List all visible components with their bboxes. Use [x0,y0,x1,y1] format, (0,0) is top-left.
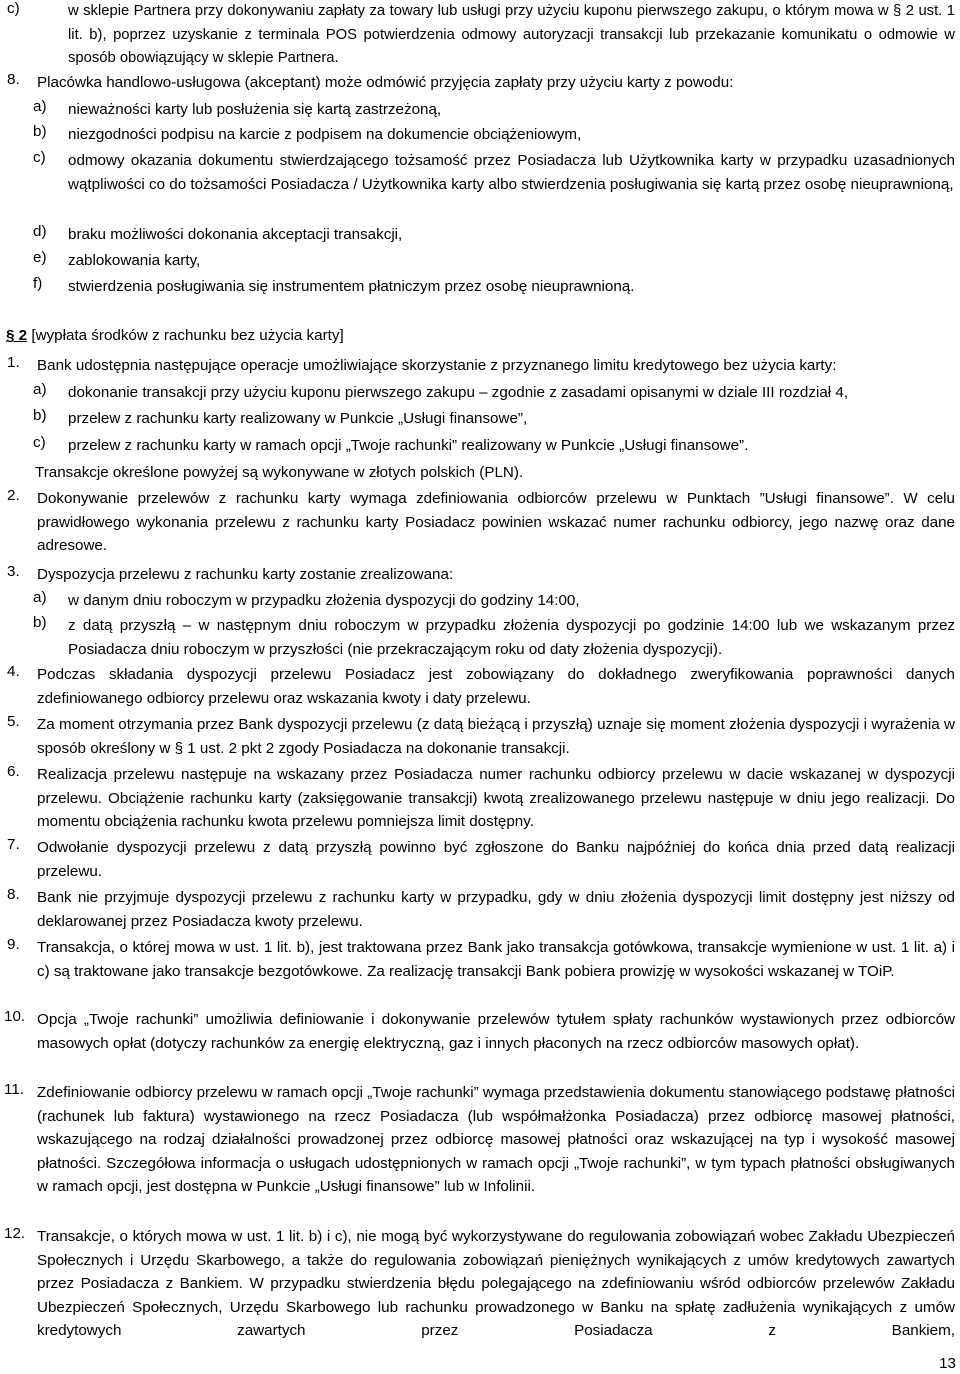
item-marker: b) [33,407,47,424]
item-text: przelew z rachunku karty realizowany w Punkcie „Usługi finansowe”, [68,410,528,427]
item-text: braku możliwości dokonania akceptacji transakcji, [68,226,403,243]
point-text: Placówka handlowo-usługowa (akceptant) może odmówić przyjęcia zapłaty przy użyciu karty z powodu: [37,74,734,91]
point-marker: 9. [7,936,20,953]
point-text: Bank udostępnia następujące operacje umożliwiające skorzystanie z przyznanego limitu kredytowego bez użycia karty: [37,357,837,374]
intro-item-c [0,0,960,71]
point-text: Dyspozycja przelewu z rachunku karty zostanie zrealizowana: [37,566,454,583]
item-marker: a) [33,589,47,606]
item-text: w danym dniu roboczym w przypadku złożenia dyspozycji do godziny 14:00, [68,592,580,609]
page-number: 13 [939,1355,956,1372]
item-marker: c) [33,434,46,451]
item-text: zablokowania karty, [68,252,201,269]
item-marker: b) [33,123,47,140]
item-marker: b) [33,614,47,631]
item-text: stwierdzenia posługiwania się instrumentem płatniczym przez osobę nieuprawnioną. [68,278,635,295]
point-text: Odwołanie dyspozycji przelewu z datą przyszłą powinno być zgłoszone do Banku najpóźniej do końca dnia przed datą realizacji przelewu. [37,839,955,880]
point-text: Dokonywanie przelewów z rachunku karty wymaga zdefiniowania odbiorców przelewu w Punktach ”Usługi finansowe”. W celu prawidłowego wykonania przelewu z rachunku karty Posiadacz powinien wskazać numer rachunku odbiorcy, jego nazwę oraz dane adresowe. [37,490,955,555]
point-marker: 7. [7,836,20,853]
point-text: Opcja „Twoje rachunki” umożliwia definiowanie i dokonywanie przelewów tytułem spłaty rachunków wystawionych przez odbiorców masowych opłat (dotyczy rachunków za energię elektryczną, gaz i innych płaconych na rzecz odbiorców masowych opłat). [37,1011,955,1052]
section-number: § 2 [6,327,28,344]
point-marker: 6. [7,763,20,780]
point-marker: 3. [7,563,20,580]
point-marker: 12. [4,1225,26,1242]
point-text: Bank nie przyjmuje dyspozycji przelewu z rachunku karty w przypadku, gdy w dniu złożenia dyspozycji limit dostępny jest niższy od deklarowanej przez Posiadacza kwoty przelewu. [37,889,955,930]
point-marker: 10. [4,1008,26,1025]
item-marker: c) [33,149,46,166]
item-marker: f) [33,275,43,292]
note-text: Transakcje określone powyżej są wykonywane w złotych polskich (PLN). [35,464,524,481]
section-title: [wypłata środków z rachunku bez użycia karty] [31,327,344,344]
item-text: nieważności karty lub posłużenia się kartą zastrzeżoną, [68,101,442,118]
point-text: Zdefiniowanie odbiorcy przelewu w ramach opcji „Twoje rachunki” wymaga przedstawienia dokumentu stanowiącego podstawę płatności (rachunek lub faktura) wystawionego na rzecz Posiadacza (lub współmałżonka Posiadacza) przez odbiorcę masowej płatności, wskazującego na rodzaj działalności prowadzonej przez odbiorcę masowej płatności oraz wskazującej na typ i wysokość masowej płatności. Szczegółowa informacja o usługach udostępnionych w ramach opcji „Twoje rachunki”, w tym typach płatności obsługiwanych w ramach opcji, jest dostępna w Punkcie „Usługi finansowe” lub w Infolinii. [37,1084,955,1196]
point-marker: 11. [4,1081,24,1098]
point-marker: 8. [7,71,20,88]
point-text: Podczas składania dyspozycji przelewu Posiadacz jest zobowiązany do dokładnego zweryfikowania poprawności danych zdefiniowanego odbiorcy przelewu oraz wskazania kwoty i daty przelewu. [37,666,955,707]
item-text: w sklepie Partnera przy dokonywaniu zapłaty za towary lub usługi przy użyciu kuponu pierwszego zakupu, o którym mowa w § 2 ust. 1 lit. b), poprzez uzyskanie z terminala POS potwierdzenia odmowy autoryzacji transakcji lub przekazanie komunikatu o odmowie w sposób obowiązujący w sklepie Partnera. [68,3,955,67]
item-marker: d) [33,223,47,240]
item-text: dokonanie transakcji przy użyciu kuponu pierwszego zakupu – zgodnie z zasadami opisanymi w dziale III rozdział 4, [68,384,849,401]
item-text: odmowy okazania dokumentu stwierdzającego tożsamość przez Posiadacza lub Użytkownika karty w przypadku uzasadnionych wątpliwości co do tożsamości Posiadacza / Użytkownika karty albo stwierdzenia posługiwania się kartą przez osobę nieuprawnioną, [68,152,955,193]
point-marker: 2. [7,487,20,504]
point-marker: 8. [7,886,20,903]
item-marker: c) [7,0,20,17]
point-marker: 5. [7,713,20,730]
item-marker: a) [33,98,47,115]
item-text: z datą przyszłą – w następnym dniu roboczym w przypadku złożenia dyspozycji po godzinie 14:00 lub we wskazanym przez Posiadacza dniu roboczym w przyszłości (nie przekraczającym roku od daty złożenia dyspozycji). [68,617,955,658]
point-text: Transakcja, o której mowa w ust. 1 lit. b), jest traktowana przez Bank jako transakcja gotówkowa, transakcje wymienione w ust. 1 lit. a) i c) są traktowane jako transakcje bezgotówkowe. Za realizację transakcji Bank pobiera prowizję w wysokości wskazanej w TOiP. [37,939,955,980]
item-text: niezgodności podpisu na karcie z podpisem na dokumencie obciążeniowym, [68,126,582,143]
point-text: Za moment otrzymania przez Bank dyspozycji przelewu (z datą bieżącą i przyszłą) uznaje się moment złożenia dyspozycji i wyrażenia w sposób określony w § 1 ust. 2 pkt 2 zgody Posiadacza na dokonanie transakcji. [37,716,955,757]
item-marker: a) [33,381,47,398]
item-marker: e) [33,249,47,266]
point-text: Transakcje, o których mowa w ust. 1 lit. b) i c), nie mogą być wykorzystywane do regulowania zobowiązań wobec Zakładu Ubezpieczeń Społecznych i Urzędu Skarbowego, a także do regulowania zobowiązań pieniężnych wynikających z umów kredytowych zawartych przez Posiadacza z Bankiem. W przypadku stwierdzenia błędu polegającego na zdefiniowaniu wśród odbiorców przelewów Zakładu Ubezpieczeń Społecznych, Urzędu Skarbowego lub rachunku prowadzonego w Banku na spłatę zadłużenia wynikających z umów kredytowych zawartych przez Posiadacza z Bankiem, [37,1228,955,1340]
point-marker: 4. [7,663,20,680]
item-text: przelew z rachunku karty w ramach opcji „Twoje rachunki” realizowany w Punkcie „Usługi finansowe”. [68,437,749,454]
point-text: Realizacja przelewu następuje na wskazany przez Posiadacza numer rachunku odbiorcy przelewu w dacie wskazanej w dyspozycji przelewu. Obciążenie rachunku karty (zaksięgowanie transakcji) kwotą zrealizowanego przelewu następuje w dniu jego realizacji. Do momentu obciążenia rachunku kwota przelewu pomniejsza limit dostępny. [37,766,955,831]
point-marker: 1. [7,354,20,371]
section-heading [6,327,344,344]
